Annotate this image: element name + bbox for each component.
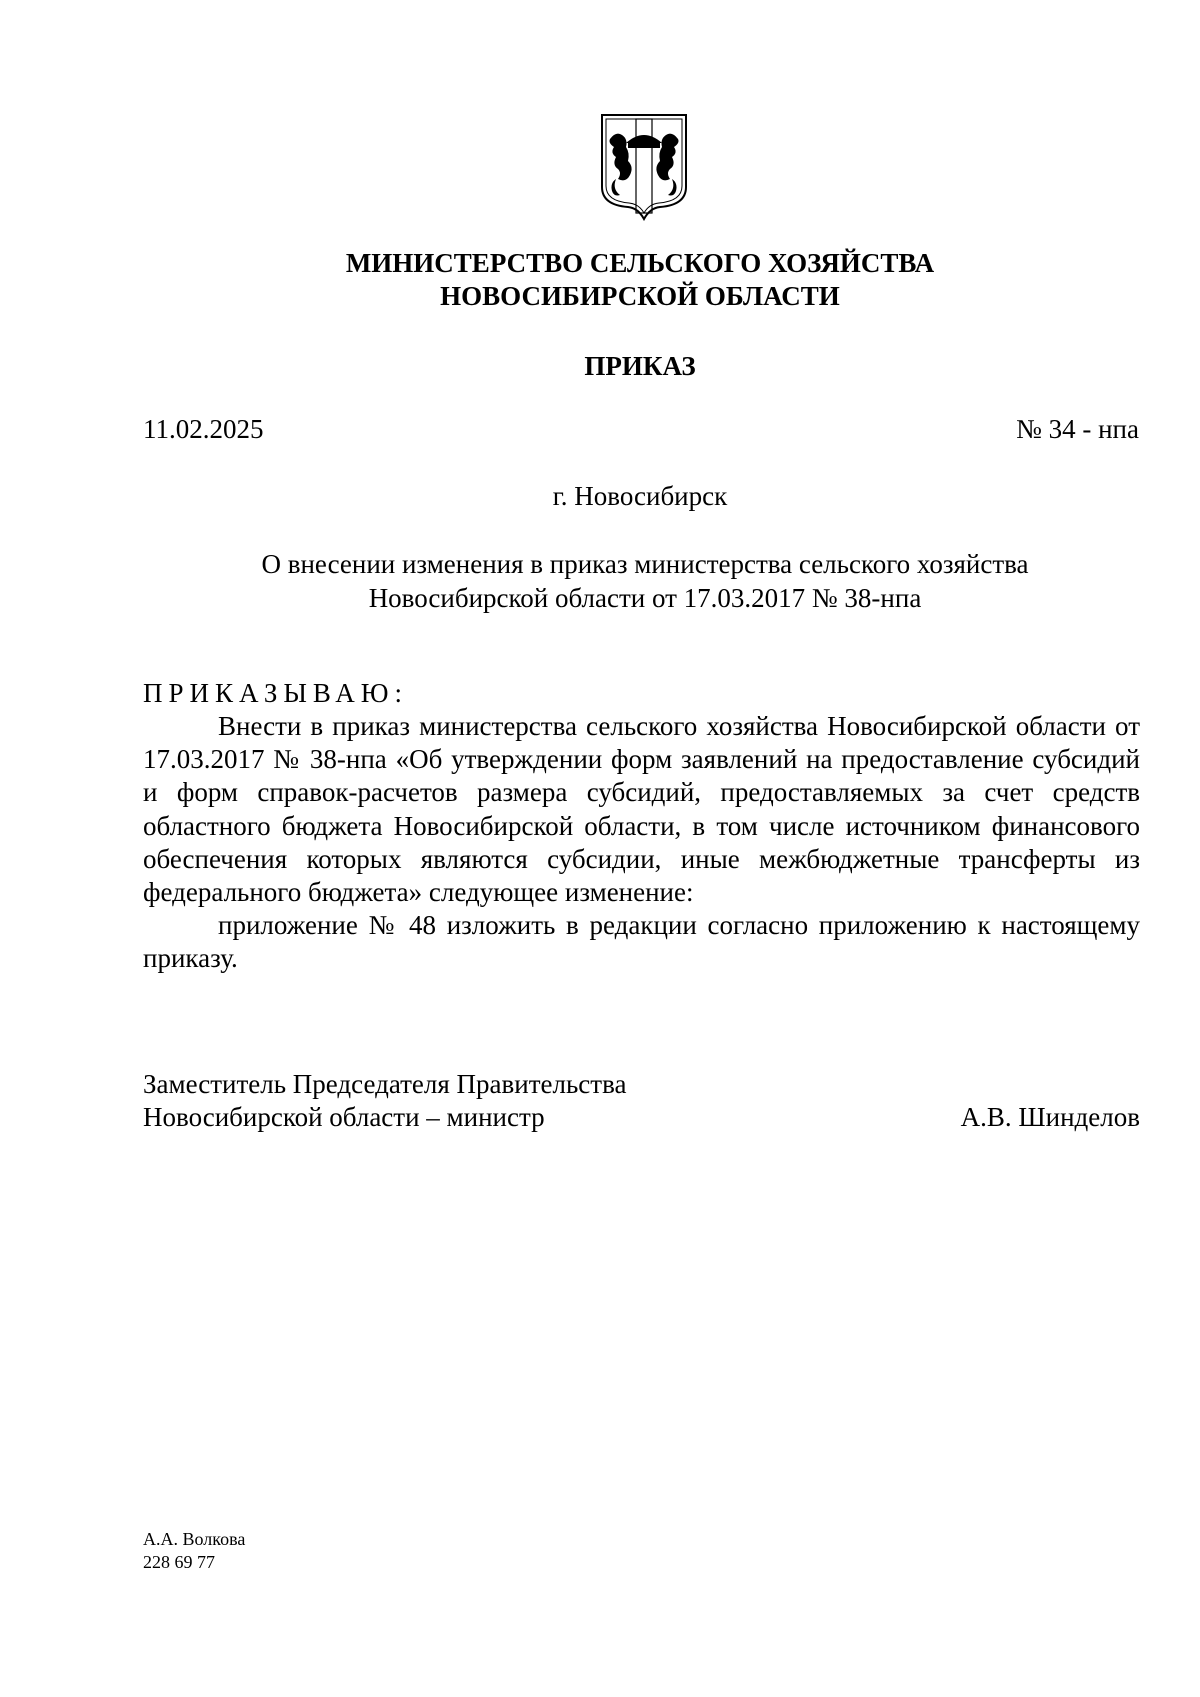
subject-line-1: О внесении изменения в приказ министерства сельского хозяйства bbox=[261, 549, 1029, 579]
document-number: № 34 - нпа bbox=[1016, 414, 1139, 444]
ministry-line-1: МИНИСТЕРСТВО СЕЛЬСКОГО ХОЗЯЙСТВА bbox=[345, 248, 935, 278]
document-date: 11.02.2025 bbox=[143, 414, 264, 444]
body-paragraph-2: приложение № 48 изложить в редакции согласно приложению к настоящему приказу. bbox=[143, 910, 1140, 974]
subject-line-2: Новосибирской области от 17.03.2017 № 38-нпа bbox=[368, 583, 922, 613]
ministry-name bbox=[200, 247, 1080, 313]
signature-block bbox=[143, 1068, 1140, 1134]
ministry-line-2: НОВОСИБИРСКОЙ ОБЛАСТИ bbox=[440, 281, 840, 311]
document-type: ПРИКАЗ bbox=[584, 351, 696, 381]
signatory-position-line-2: Новосибирской области – министр bbox=[143, 1102, 545, 1132]
document-city: г. Новосибирск bbox=[552, 481, 728, 511]
signatory-name: А.В. Шинделов bbox=[960, 1102, 1140, 1132]
date-number-row bbox=[143, 413, 1139, 446]
executor-name: А.А. Волкова bbox=[143, 1529, 246, 1549]
body-paragraph-1: Внести в приказ министерства сельского хозяйства Новосибирской области от 17.03.2017 № 38-нпа «Об утверждении форм заявлений на предоставление субсидий и форм справок-расчетов размера субсидий, предоставляемых за счет средств областного бюджета Новосибирской области, в том числе источником финансового обеспечения которых являются субсидии, иные межбюджетные трансферты из федерального бюджета» следующее изменение: bbox=[143, 711, 1140, 908]
order-word: ПРИКАЗЫВАЮ: bbox=[143, 678, 408, 708]
document-subject bbox=[160, 547, 1130, 615]
coat-of-arms-icon bbox=[600, 113, 688, 221]
signature-line-2 bbox=[143, 1101, 1140, 1134]
executor-block bbox=[143, 1528, 245, 1574]
document-body bbox=[143, 710, 1140, 976]
executor-phone: 228 69 77 bbox=[143, 1552, 215, 1572]
signatory-position-line-1: Заместитель Председателя Правительства bbox=[143, 1069, 627, 1099]
